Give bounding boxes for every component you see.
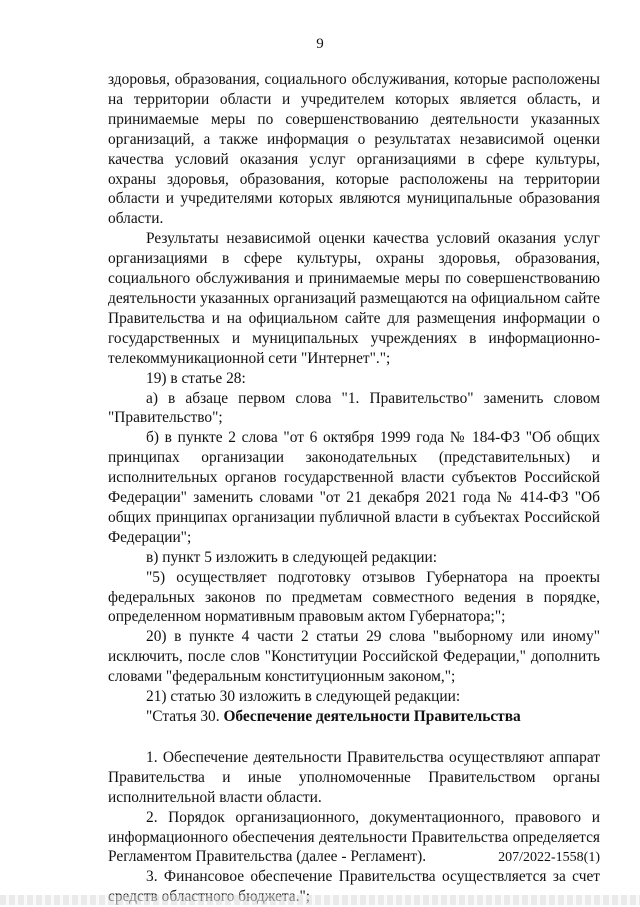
- paragraph-item-19: 19) в статье 28:: [146, 369, 246, 387]
- paragraph-subitem-v: в) пункт 5 изложить в следующей редакции:: [146, 548, 438, 566]
- article-number: "Статья 30.: [146, 708, 224, 725]
- paragraph-article-point-3: 3. Финансовое обеспечение Правительства осуществляется за счет: [146, 868, 600, 886]
- paragraph-continuation: здоровья, образования, социального обслуживания, которые расположены на территории области и учредителем которых является область, и принимаемые меры по совершенствованию деятельности указанных организаций, а также информация о результатах независимой оценки качества условий оказания услуг организациями в сфере культуры, охраны здоровья, образования, которые расположены на территории области и учредителями которых являются муниципальные образования области.: [108, 71, 600, 228]
- paragraph-article-point-2: 2. Порядок организационного, документационного, правового и информационного обеспечения деятельности Правительства определяется Регламентом Правительства (далее - Регламент).: [108, 808, 600, 866]
- article-title: Обеспечение деятельности Правительства: [223, 708, 521, 725]
- document-body: [108, 70, 600, 907]
- paragraph-subitem-b: б) в пункте 2 слова "от 6 октября 1999 года № 184-ФЗ "Об общих принципах организации законодательных (представительных) и исполнительных органов государственной власти субъектов Российской Федерации" заменить словами "от 21 декабря 2021 года № 414-ФЗ "Об общих принципах организации публичной власти в субъектах Российской Федерации";: [108, 429, 600, 546]
- paragraph-subitem-a: а) в абзаце первом слова "1. Правительство" заменить словом "Правительство";: [108, 389, 600, 427]
- paragraph-item-21: 21) статью 30 изложить в следующей редакции:: [146, 688, 461, 706]
- paragraph-article-point-1: 1. Обеспечение деятельности Правительства осуществляют аппарат Правительства и иные уполномоченные Правительством органы исполнительной власти области.: [108, 748, 600, 806]
- article-heading: [108, 707, 600, 727]
- page-number: 9: [316, 36, 324, 52]
- scan-edge: [0, 895, 640, 905]
- paragraph-point-5: "5) осуществляет подготовку отзывов Губернатора на проекты федеральных законов по предметам совместного ведения в порядке, определенном нормативным правовым актом Губернатора;";: [108, 568, 600, 626]
- paragraph-results: Результаты независимой оценки качества условий оказания услуг организациями в сфере культуры, охраны здоровья, образования, социального обслуживания и принимаемые меры по совершенствованию деятельности указанных организаций размещаются на официальном сайте Правительства и на официальном сайте для размещения информации о государственных и муниципальных учреждениях в информационно-телекоммуникационной сети "Интернет".";: [108, 230, 600, 367]
- document-number: 207/2022-1558(1): [498, 850, 600, 865]
- paragraph-item-20: 20) в пункте 4 части 2 статьи 29 слова "выборному или иному" исключить, после слов "Конституции Российской Федерации," дополнить словами "федеральным конституционным законом,";: [108, 628, 600, 686]
